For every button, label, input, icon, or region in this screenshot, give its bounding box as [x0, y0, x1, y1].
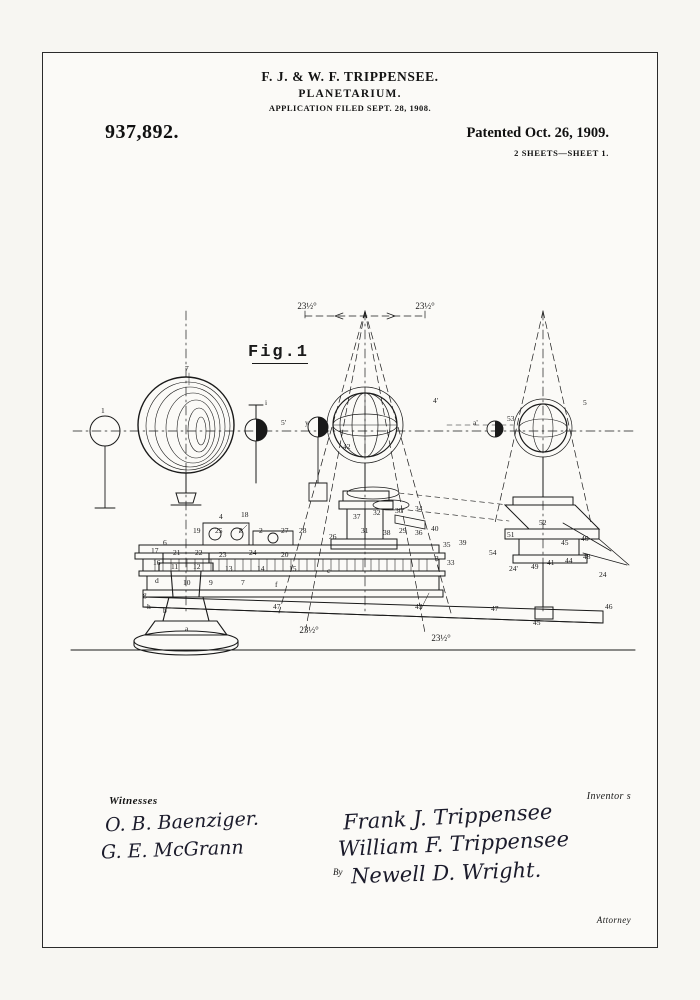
svg-text:19: 19 [193, 526, 201, 535]
svg-text:33: 33 [447, 558, 455, 567]
svg-text:7: 7 [241, 578, 245, 587]
svg-text:37: 37 [353, 512, 361, 521]
svg-text:32: 32 [373, 508, 381, 517]
angle-top-right: 23½° [415, 301, 435, 311]
svg-text:42: 42 [343, 442, 351, 451]
svg-text:4: 4 [219, 512, 223, 521]
svg-text:31: 31 [361, 526, 369, 535]
svg-text:8: 8 [239, 526, 243, 535]
svg-text:43: 43 [415, 602, 423, 611]
angle-bottom-right: 23½° [431, 633, 451, 643]
svg-text:24: 24 [249, 548, 257, 557]
patent-number: 937,892. [105, 121, 179, 143]
inventor-signature-2: William F. Trippensee [337, 826, 570, 862]
svg-text:25: 25 [215, 526, 223, 535]
svg-text:47: 47 [273, 602, 281, 611]
svg-text:g: g [143, 590, 147, 599]
header-application-filed: APPLICATION FILED SEPT. 28, 1908. [268, 103, 432, 113]
svg-text:47: 47 [491, 604, 499, 613]
svg-text:13: 13 [225, 564, 233, 573]
svg-text:39: 39 [459, 538, 467, 547]
witnesses-label: Witnesses [109, 795, 158, 807]
header-title: PLANETARIUM. [298, 88, 402, 100]
svg-text:30: 30 [395, 506, 403, 515]
svg-text:b: b [163, 606, 167, 615]
figure-label-underline [252, 363, 308, 364]
svg-text:38: 38 [383, 528, 391, 537]
svg-text:a: a [185, 624, 189, 633]
svg-text:9: 9 [209, 578, 213, 587]
svg-text:36: 36 [415, 528, 423, 537]
svg-text:a': a' [473, 418, 478, 427]
svg-text:5: 5 [583, 398, 587, 407]
svg-text:27: 27 [281, 526, 289, 535]
svg-text:4': 4' [433, 396, 439, 405]
svg-text:41: 41 [547, 558, 555, 567]
svg-text:51: 51 [507, 530, 515, 539]
svg-text:15: 15 [289, 564, 297, 573]
svg-text:35: 35 [443, 540, 451, 549]
witness-signature-2: G. E. McGrann [100, 836, 245, 864]
svg-text:7: 7 [185, 364, 189, 373]
svg-text:26: 26 [329, 532, 337, 541]
svg-text:5': 5' [281, 418, 287, 427]
svg-text:48: 48 [583, 552, 591, 561]
angle-top-left: 23½° [297, 301, 317, 311]
svg-text:49: 49 [531, 562, 539, 571]
svg-text:46: 46 [605, 602, 613, 611]
attorney-label: Attorney [596, 915, 631, 925]
svg-text:40: 40 [431, 524, 439, 533]
svg-text:11: 11 [171, 562, 179, 571]
svg-text:45: 45 [561, 538, 569, 547]
svg-text:6: 6 [163, 538, 167, 547]
figure-label [248, 343, 309, 364]
svg-text:20: 20 [281, 550, 289, 559]
sheet-note: 2 SHEETS—SHEET 1. [514, 148, 609, 158]
svg-text:17: 17 [151, 546, 159, 555]
header-inventors-line: F. J. & W. F. TRIPPENSEE. [261, 69, 439, 84]
svg-text:f: f [275, 580, 278, 589]
svg-text:54: 54 [489, 548, 497, 557]
svg-text:28: 28 [299, 526, 307, 535]
angle-bottom-left: 23½° [299, 625, 319, 635]
svg-text:24: 24 [599, 570, 607, 579]
svg-text:h: h [147, 602, 151, 611]
svg-text:22: 22 [195, 548, 203, 557]
svg-text:1: 1 [101, 406, 105, 415]
attorney-signature: Newell D. Wright. [350, 857, 542, 889]
patented-date: Patented Oct. 26, 1909. [466, 125, 609, 141]
svg-text:24': 24' [509, 564, 518, 573]
svg-text:i: i [265, 398, 268, 407]
svg-text:34: 34 [415, 504, 423, 513]
svg-text:12: 12 [193, 562, 201, 571]
svg-text:3: 3 [435, 554, 439, 563]
svg-text:52: 52 [539, 518, 547, 527]
by-label: By [333, 867, 343, 877]
svg-text:10: 10 [183, 578, 191, 587]
svg-text:d: d [155, 576, 159, 585]
inventor-signature-1: Frank J. Trippensee [342, 799, 553, 835]
svg-text:y: y [305, 418, 309, 427]
patent-header [43, 69, 657, 113]
witness-signature-1: O. B. Baenziger. [104, 807, 260, 837]
svg-text:2: 2 [259, 526, 263, 535]
svg-text:44: 44 [565, 556, 573, 565]
svg-text:c: c [327, 566, 331, 575]
svg-text:21: 21 [173, 548, 181, 557]
inventor-label: Inventor s [586, 791, 631, 802]
svg-text:53: 53 [507, 414, 515, 423]
signature-block [43, 791, 657, 925]
svg-text:45: 45 [533, 618, 541, 627]
svg-text:29: 29 [399, 526, 407, 535]
figure-label-text: Fig.1 [248, 343, 310, 362]
svg-text:23: 23 [219, 550, 227, 559]
svg-text:46: 46 [581, 534, 589, 543]
svg-text:14: 14 [257, 564, 265, 573]
svg-text:18: 18 [241, 510, 249, 519]
sheet-border [42, 52, 658, 948]
svg-text:16: 16 [153, 558, 161, 567]
